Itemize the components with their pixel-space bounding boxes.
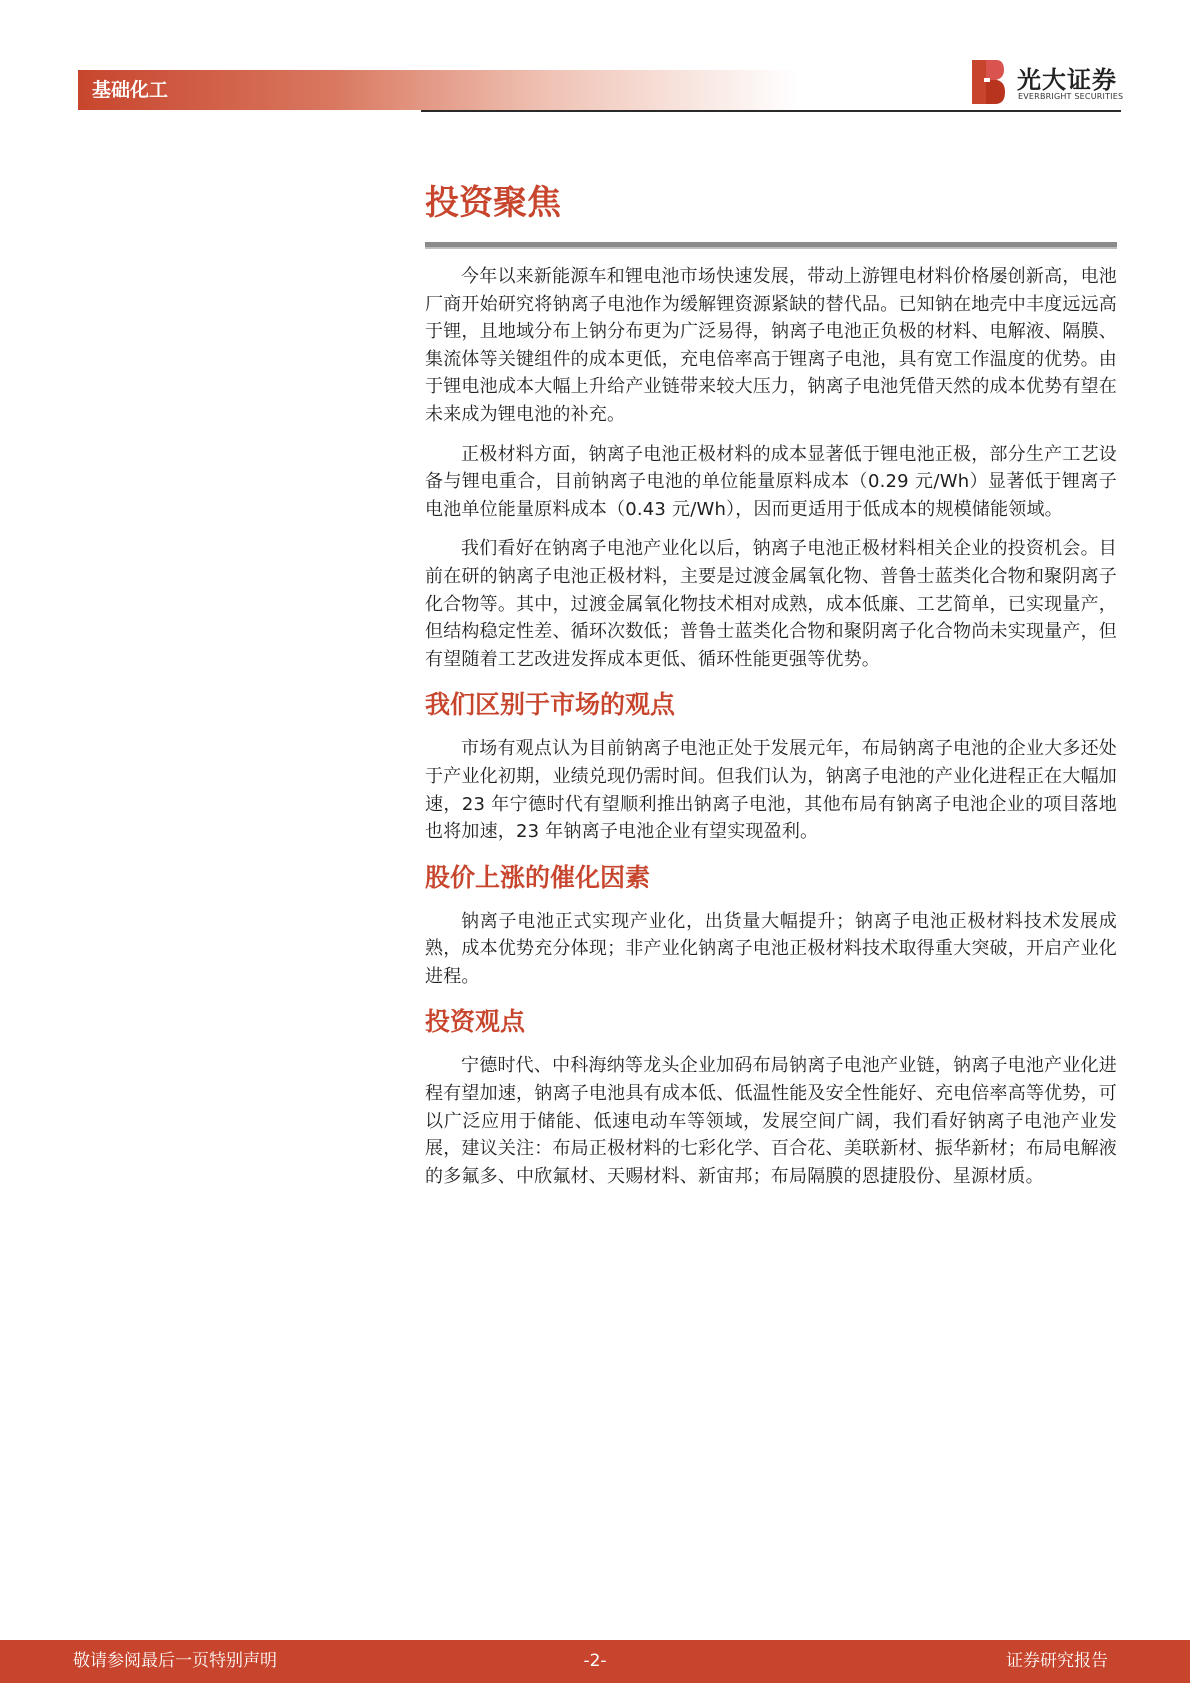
logo-chinese-name: 光大证券 xyxy=(1017,66,1117,94)
intro-paragraph-1: 今年以来新能源车和锂电池市场快速发展，带动上游锂电材料价格屡创新高，电池厂商开始研究将钠离子电池作为缓解锂资源紧缺的替代品。已知钠在地壳中丰度远远高于锂，且地域分布上钠分布更为广泛易得，钠离子电池正负极的材料、电解液、隔膜、集流体等关键组件的成本更低，充电倍率高于锂离子电池，具有宽工作温度的优势。由于锂电池成本大幅上升给产业链带来较大压力，钠离子电池凭借天然的成本优势有望在未来成为锂电池的补充。 xyxy=(425,266,1117,425)
page-footer xyxy=(0,1640,1190,1683)
intro-paragraph-2: 正极材料方面，钠离子电池正极材料的成本显著低于锂电池正极，部分生产工艺设备与锂电重合，目前钠离子电池的单位能量原料成本（0.29 元/Wh）显著低于锂离子电池单位能量原料成本（0.43 元/Wh），因而更适用于低成本的规模储能领域。 xyxy=(425,443,1117,520)
section-title-catalysts: 股价上涨的催化因素 xyxy=(425,862,651,892)
footer-disclaimer-note: 敬请参阅最后一页特别声明 xyxy=(73,1651,277,1671)
footer-page-number: -2- xyxy=(583,1651,607,1671)
company-logo xyxy=(970,58,1122,108)
title-rule xyxy=(425,242,1117,249)
footer-report-type: 证券研究报告 xyxy=(1006,1651,1108,1671)
sector-label: 基础化工 xyxy=(92,79,169,101)
section-title-differentiated-view: 我们区别于市场的观点 xyxy=(425,690,676,720)
main-content xyxy=(425,178,1117,1190)
intro-paragraph-3: 我们看好在钠离子电池产业化以后，钠离子电池正极材料相关企业的投资机会。目前在研的钠离子电池正极材料，主要是过渡金属氧化物、普鲁士蓝类化合物和聚阴离子化合物等。其中，过渡金属氧化物技术相对成熟，成本低廉、工艺简单，已实现量产，但结构稳定性差、循环次数低；普鲁士蓝类化合物和聚阴离子化合物尚未实现量产，但有望随着工艺改进发挥成本更低、循环性能更强等优势。 xyxy=(425,538,1117,670)
logo-english-name: EVERBRIGHT SECURITIES xyxy=(1018,92,1124,101)
section-text-differentiated-view: 市场有观点认为目前钠离子电池正处于发展元年，布局钠离子电池的企业大多还处于产业化初期，业绩兑现仍需时间。但我们认为，钠离子电池的产业化进程正在大幅加速，23 年宁德时代有望顺利推出钠离子电池，其他布局有钠离子电池企业的项目落地也将加速，23 年钠离子电池企业有望实现盈利。 xyxy=(425,738,1117,843)
header-band xyxy=(78,70,798,110)
everbright-logo-icon xyxy=(970,58,1006,106)
section-text-catalysts: 钠离子电池正式实现产业化，出货量大幅提升；钠离子电池正极材料技术发展成熟，成本优势充分体现；非产业化钠离子电池正极材料技术取得重大突破，开启产业化进程。 xyxy=(425,910,1117,987)
page-title: 投资聚焦 xyxy=(425,183,561,223)
section-title-investment-view: 投资观点 xyxy=(425,1007,526,1037)
header-divider xyxy=(421,110,1121,112)
section-text-investment-view: 宁德时代、中科海纳等龙头企业加码布局钠离子电池产业链，钠离子电池产业化进程有望加速，钠离子电池具有成本低、低温性能及安全性能好、充电倍率高等优势，可以广泛应用于储能、低速电动车等领域，发展空间广阔，我们看好钠离子电池产业发展，建议关注：布局正极材料的七彩化学、百合花、美联新材、振华新材；布局电解液的多氟多、中欣氟材、天赐材料、新宙邦；布局隔膜的恩捷股份、星源材质。 xyxy=(425,1055,1117,1187)
